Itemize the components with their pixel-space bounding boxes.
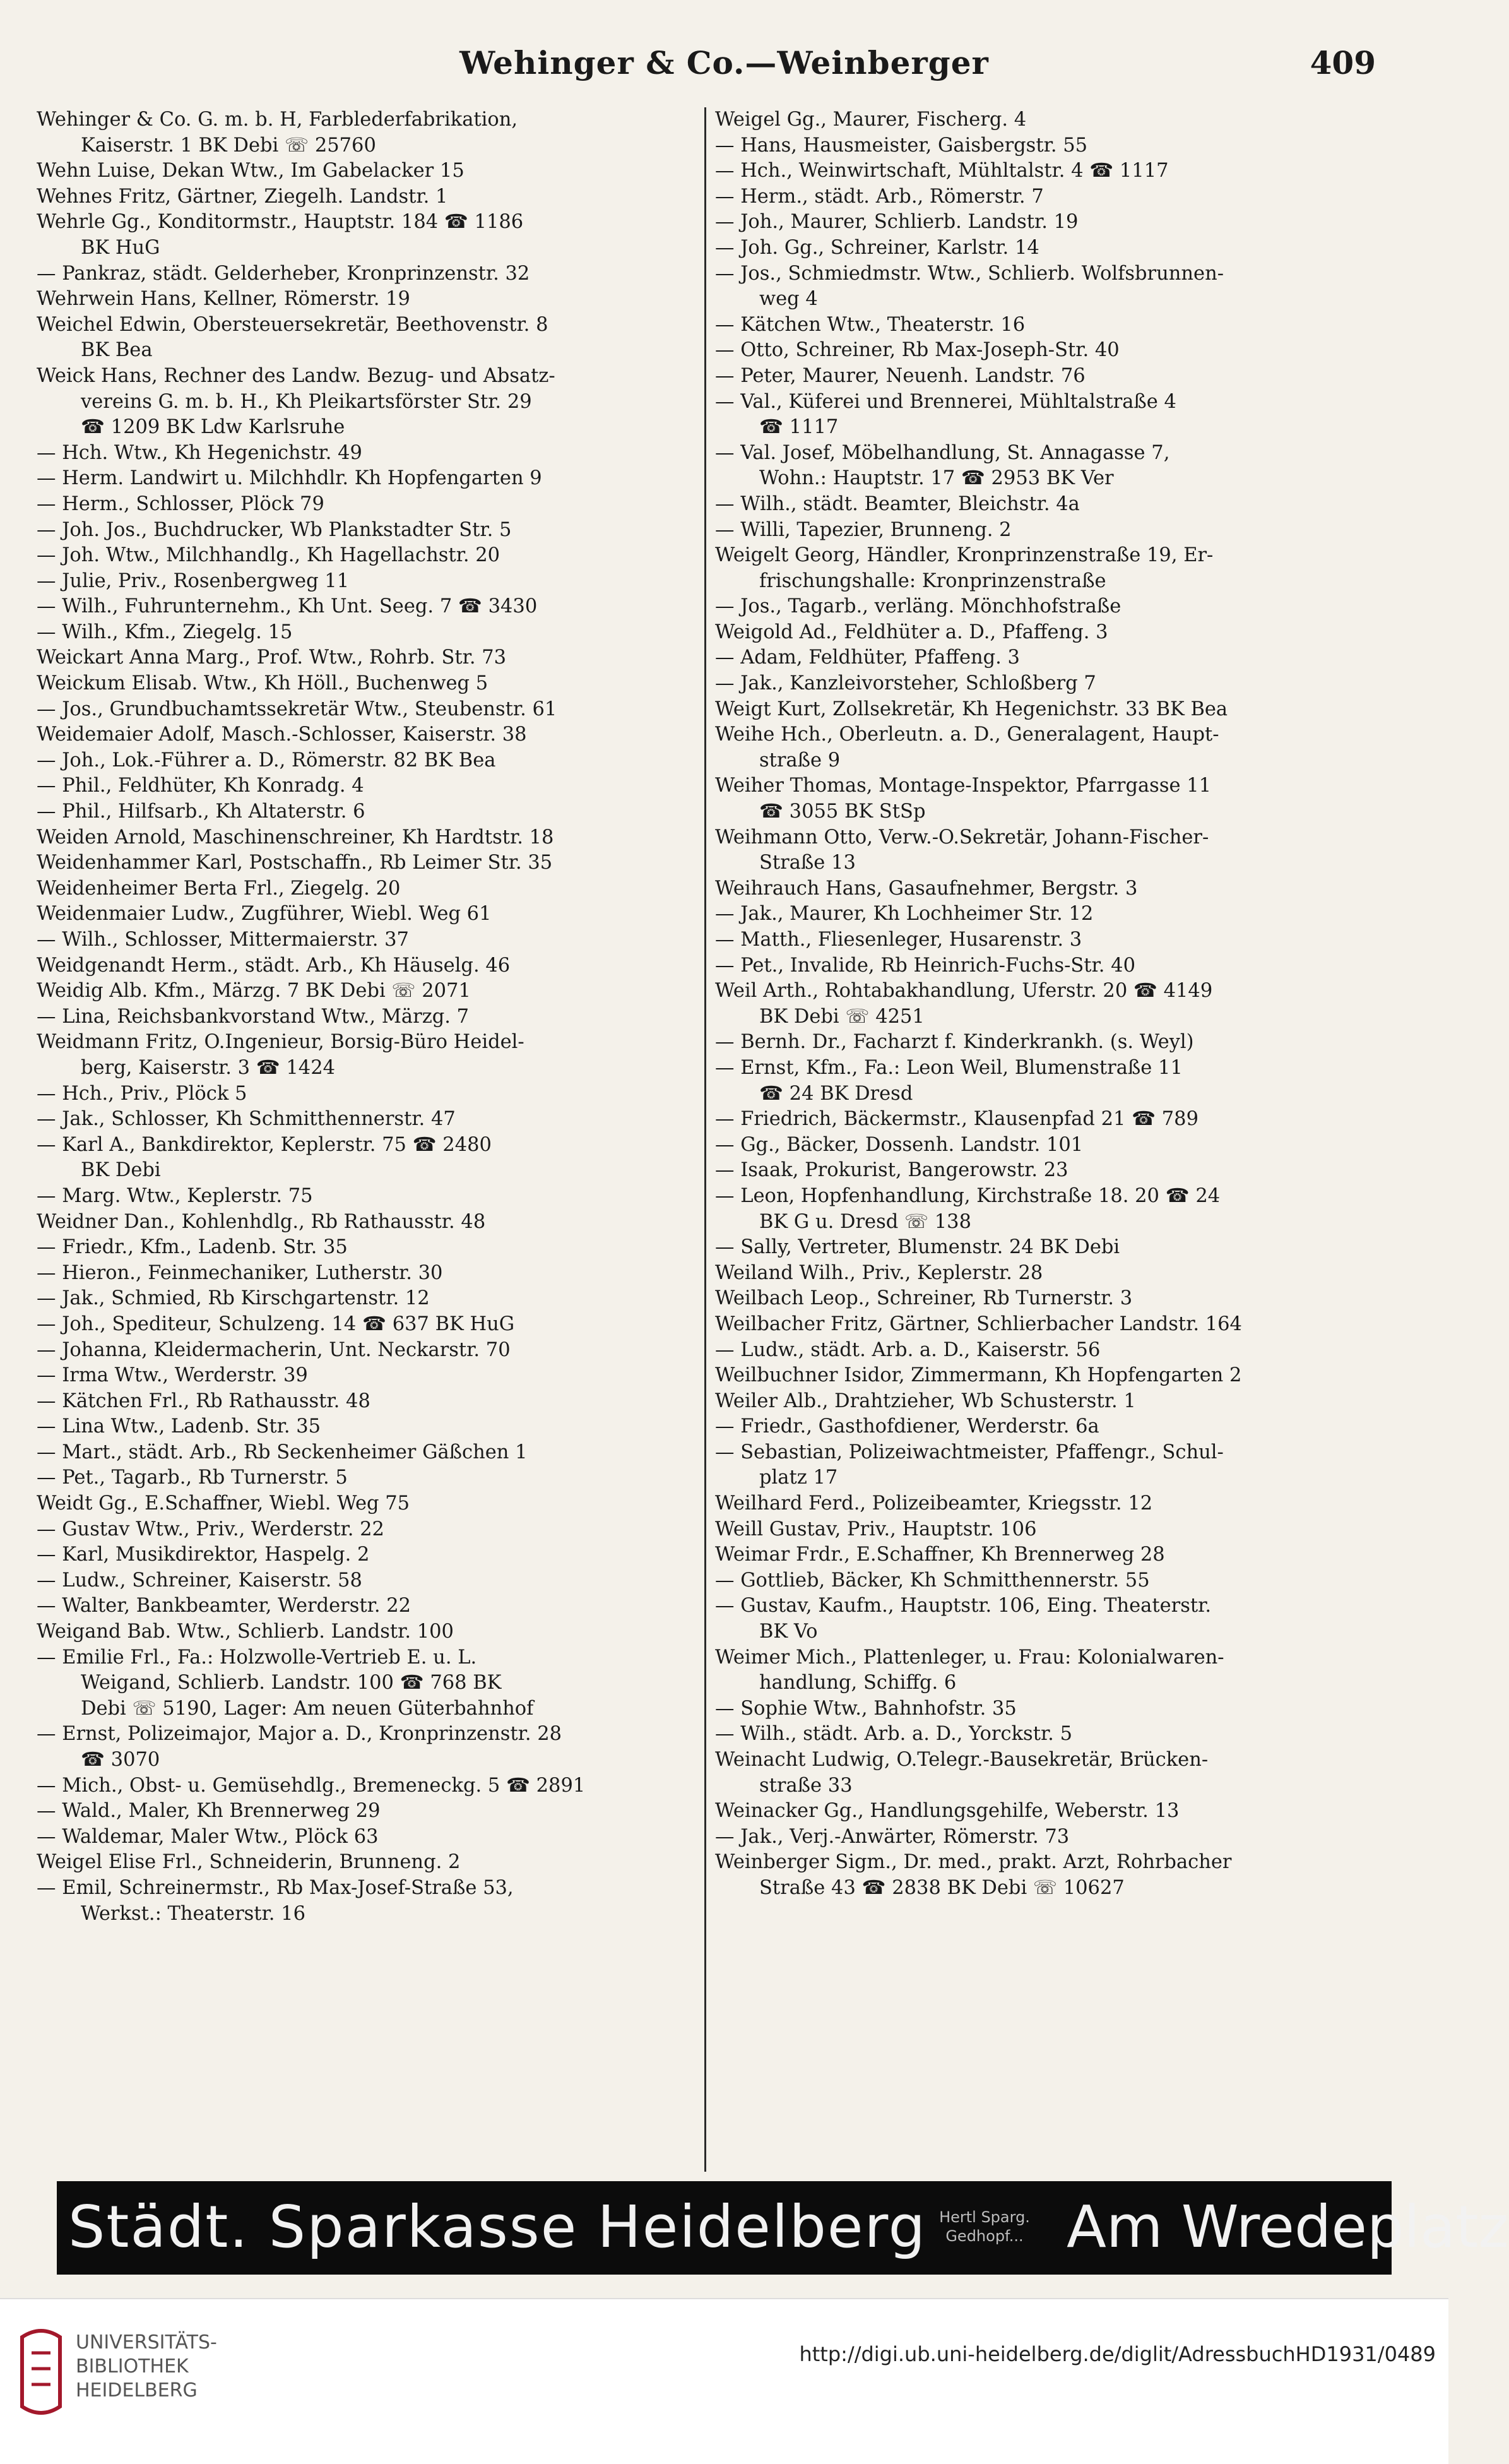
directory-entry-line: ☎ 3070 bbox=[81, 1749, 160, 1771]
directory-entry-line: — Joh. Jos., Buchdrucker, Wb Plankstadter Str. 5 bbox=[37, 518, 512, 541]
ad-main-text: Städt. Sparkasse Heidelberg bbox=[68, 2193, 927, 2261]
directory-entry-line: Weiland Wilh., Priv., Keplerstr. 28 bbox=[715, 1261, 1043, 1284]
directory-entry-line: Weihrauch Hans, Gasaufnehmer, Bergstr. 3 bbox=[715, 877, 1138, 900]
directory-entry-line: frischungshalle: Kronprinzenstraße bbox=[759, 569, 1106, 592]
directory-entry-line: Weihmann Otto, Verw.-O.Sekretär, Johann-Fischer- bbox=[715, 826, 1209, 848]
ad-location-text: Am Wredeplatz bbox=[1067, 2193, 1509, 2261]
directory-entry-line: Wehinger & Co. G. m. b. H, Farblederfabrikation, bbox=[37, 109, 518, 131]
directory-entry-line: — Val., Küferei und Brennerei, Mühltalstraße 4 bbox=[715, 390, 1176, 413]
ad-small-text: Hertl Sparg. Gedhopf... bbox=[939, 2208, 1030, 2245]
library-name-line-1: UNIVERSITÄTS- bbox=[76, 2331, 217, 2354]
directory-entry-line: Debi ☏ 5190, Lager: Am neuen Güterbahnhof bbox=[81, 1697, 534, 1720]
directory-entry-line: Werkst.: Theaterstr. 16 bbox=[81, 1902, 305, 1925]
directory-entry-line: BK HuG bbox=[81, 236, 160, 259]
column-divider bbox=[704, 107, 706, 2172]
library-name bbox=[76, 2331, 217, 2403]
directory-entry-line: Weil Arth., Rohtabakhandlung, Uferstr. 20 ☎ 4149 bbox=[715, 980, 1213, 1003]
directory-entry-line: Straße 43 ☎ 2838 BK Debi ☏ 10627 bbox=[759, 1876, 1125, 1899]
directory-entry-line: — Bernh. Dr., Facharzt f. Kinderkrankh. (s. Weyl) bbox=[715, 1031, 1194, 1054]
directory-entry-line: Weick Hans, Rechner des Landw. Bezug- und Absatz- bbox=[37, 364, 555, 387]
source-url-link[interactable]: http://digi.ub.uni-heidelberg.de/diglit/AdressbuchHD1931/0489 bbox=[799, 2342, 1436, 2366]
directory-entry-line: Weilhard Ferd., Polizeibeamter, Kriegsstr. 12 bbox=[715, 1492, 1153, 1515]
directory-entry-line: Straße 13 bbox=[759, 852, 856, 874]
directory-entry-line: — Friedr., Gasthofdiener, Werderstr. 6a bbox=[715, 1415, 1099, 1438]
directory-entry-line: — Herm. Landwirt u. Milchhdlr. Kh Hopfengarten 9 bbox=[37, 467, 542, 490]
directory-entry-line: — Wilh., Fuhrunternehm., Kh Unt. Seeg. 7 ☎ 3430 bbox=[37, 595, 538, 618]
directory-entry-line: — Willi, Tapezier, Brunneng. 2 bbox=[715, 518, 1012, 541]
directory-entry-line: — Jos., Tagarb., verläng. Mönchhofstraße bbox=[715, 595, 1121, 618]
directory-entry-line: — Ludw., städt. Arb. a. D., Kaiserstr. 56 bbox=[715, 1338, 1101, 1361]
directory-entry-line: — Irma Wtw., Werderstr. 39 bbox=[37, 1364, 308, 1387]
directory-entry-line: BK Bea bbox=[81, 339, 153, 362]
directory-entry-line: — Hch. Wtw., Kh Hegenichstr. 49 bbox=[37, 441, 362, 464]
directory-entry-line: — Peter, Maurer, Neuenh. Landstr. 76 bbox=[715, 364, 1086, 387]
directory-entry-line: — Herm., Schlosser, Plöck 79 bbox=[37, 492, 324, 515]
directory-entry-line: — Leon, Hopfenhandlung, Kirchstraße 18. 20 ☎ 24 bbox=[715, 1184, 1221, 1207]
directory-entry-line: — Lina, Reichsbankvorstand Wtw., Märzg. 7 bbox=[37, 1005, 470, 1028]
directory-entry-line: — Phil., Hilfsarb., Kh Altaterstr. 6 bbox=[37, 801, 365, 823]
directory-entry-line: Weidgenandt Herm., städt. Arb., Kh Häuselg. 46 bbox=[37, 954, 511, 977]
directory-entry-line: Weiler Alb., Drahtzieher, Wb Schusterstr. 1 bbox=[715, 1390, 1136, 1412]
directory-entry-line: Weickart Anna Marg., Prof. Wtw., Rohrb. Str. 73 bbox=[37, 646, 507, 669]
directory-entry-line: Weidig Alb. Kfm., Märzg. 7 BK Debi ☏ 2071 bbox=[37, 980, 471, 1003]
directory-entry-line: Weidenheimer Berta Frl., Ziegelg. 20 bbox=[37, 877, 401, 900]
directory-entry-line: Weilbuchner Isidor, Zimmermann, Kh Hopfengarten 2 bbox=[715, 1364, 1242, 1387]
directory-entry-line: — Sophie Wtw., Bahnhofstr. 35 bbox=[715, 1697, 1017, 1720]
directory-entry-line: Weidner Dan., Kohlenhdlg., Rb Rathausstr. 48 bbox=[37, 1210, 486, 1233]
directory-entry-line: — Kätchen Frl., Rb Rathausstr. 48 bbox=[37, 1390, 370, 1412]
directory-entry-line: — Sally, Vertreter, Blumenstr. 24 BK Debi bbox=[715, 1236, 1120, 1259]
directory-entry-line: Weickum Elisab. Wtw., Kh Höll., Buchenweg 5 bbox=[37, 672, 488, 695]
directory-entry-line: straße 33 bbox=[759, 1774, 853, 1797]
directory-entry-line: Weinacht Ludwig, O.Telegr.-Bausekretär, Brücken- bbox=[715, 1749, 1209, 1771]
directory-entry-line: — Hch., Priv., Plöck 5 bbox=[37, 1082, 247, 1105]
directory-entry-line: berg, Kaiserstr. 3 ☎ 1424 bbox=[81, 1056, 336, 1079]
directory-entry-line: — Lina Wtw., Ladenb. Str. 35 bbox=[37, 1415, 321, 1438]
directory-entry-line: — Wilh., städt. Beamter, Bleichstr. 4a bbox=[715, 492, 1080, 515]
digitization-footer bbox=[0, 2298, 1448, 2464]
directory-entry-line: — Kätchen Wtw., Theaterstr. 16 bbox=[715, 313, 1026, 336]
directory-entry-line: — Phil., Feldhüter, Kh Konradg. 4 bbox=[37, 775, 364, 797]
directory-entry-line: — Hieron., Feinmechaniker, Lutherstr. 30 bbox=[37, 1261, 443, 1284]
directory-entry-line: handlung, Schiffg. 6 bbox=[759, 1672, 957, 1694]
directory-entry-line: — Hch., Weinwirtschaft, Mühltalstr. 4 ☎ 1117 bbox=[715, 160, 1169, 182]
directory-entry-line: Kaiserstr. 1 BK Debi ☏ 25760 bbox=[81, 134, 376, 157]
directory-entry-line: ☎ 1117 bbox=[759, 416, 839, 439]
library-name-line-3: HEIDELBERG bbox=[76, 2379, 198, 2402]
directory-entry-line: — Gustav, Kaufm., Hauptstr. 106, Eing. Theaterstr. bbox=[715, 1595, 1212, 1617]
directory-entry-line: Weidt Gg., E.Schaffner, Wiebl. Weg 75 bbox=[37, 1492, 410, 1515]
directory-entry-line: — Walter, Bankbeamter, Werderstr. 22 bbox=[37, 1595, 411, 1617]
directory-entry-line: — Joh., Lok.-Führer a. D., Römerstr. 82 BK Bea bbox=[37, 749, 496, 771]
directory-entry-line: — Karl, Musikdirektor, Haspelg. 2 bbox=[37, 1544, 370, 1566]
directory-entry-line: — Gg., Bäcker, Dossenh. Landstr. 101 bbox=[715, 1133, 1084, 1156]
directory-entry-line: — Joh., Maurer, Schlierb. Landstr. 19 bbox=[715, 211, 1079, 234]
directory-entry-line: — Isaak, Prokurist, Bangerowstr. 23 bbox=[715, 1159, 1068, 1182]
directory-entry-line: Weiher Thomas, Montage-Inspektor, Pfarrgasse 11 bbox=[715, 775, 1212, 797]
directory-entry-line: BK Debi bbox=[81, 1159, 161, 1182]
right-column bbox=[715, 107, 1384, 2172]
directory-entry-line: — Johanna, Kleidermacherin, Unt. Neckarstr. 70 bbox=[37, 1338, 511, 1361]
running-title: Wehinger & Co.—Weinberger bbox=[459, 44, 989, 81]
directory-entry-line: Weilbacher Fritz, Gärtner, Schlierbacher Landstr. 164 bbox=[715, 1312, 1242, 1335]
directory-entry-line: vereins G. m. b. H., Kh Pleikartsförster Str. 29 bbox=[81, 390, 532, 413]
directory-entry-line: Weichel Edwin, Obersteuersekretär, Beethovenstr. 8 bbox=[37, 313, 548, 336]
directory-entry-line: ☎ 3055 BK StSp bbox=[759, 801, 926, 823]
directory-entry-line: — Gustav Wtw., Priv., Werderstr. 22 bbox=[37, 1518, 384, 1540]
directory-entry-line: — Julie, Priv., Rosenbergweg 11 bbox=[37, 569, 350, 592]
directory-entry-line: Wehn Luise, Dekan Wtw., Im Gabelacker 15 bbox=[37, 160, 465, 182]
directory-entry-line: — Wilh., Schlosser, Mittermaierstr. 37 bbox=[37, 929, 409, 951]
directory-entry-line: — Joh. Wtw., Milchhandlg., Kh Hagellachstr. 20 bbox=[37, 544, 500, 567]
directory-entry-line: Wehrle Gg., Konditormstr., Hauptstr. 184 ☎ 1186 bbox=[37, 211, 524, 234]
directory-entry-line: — Pet., Tagarb., Rb Turnerstr. 5 bbox=[37, 1467, 348, 1489]
directory-entry-line: — Mart., städt. Arb., Rb Seckenheimer Gäßchen 1 bbox=[37, 1441, 528, 1463]
left-column bbox=[37, 107, 693, 2172]
directory-entry-line: Weiden Arnold, Maschinenschreiner, Kh Hardtstr. 18 bbox=[37, 826, 554, 848]
directory-entry-line: — Ernst, Kfm., Fa.: Leon Weil, Blumenstraße 11 bbox=[715, 1056, 1183, 1079]
directory-entry-line: Weidemaier Adolf, Masch.-Schlosser, Kaiserstr. 38 bbox=[37, 723, 527, 746]
directory-entry-line: — Wilh., Kfm., Ziegelg. 15 bbox=[37, 621, 293, 643]
university-library-logo-icon bbox=[16, 2324, 66, 2419]
directory-entry-line: Weigelt Georg, Händler, Kronprinzenstraße 19, Er- bbox=[715, 544, 1214, 567]
directory-entry-line: — Jak., Schmied, Rb Kirschgartenstr. 12 bbox=[37, 1287, 430, 1310]
directory-entry-line: — Joh. Gg., Schreiner, Karlstr. 14 bbox=[715, 236, 1039, 259]
directory-entry-line: — Joh., Spediteur, Schulzeng. 14 ☎ 637 BK HuG bbox=[37, 1312, 515, 1335]
directory-entry-line: Weinacker Gg., Handlungsgehilfe, Weberstr. 13 bbox=[715, 1800, 1180, 1823]
directory-entry-line: — Emilie Frl., Fa.: Holzwolle-Vertrieb E. u. L. bbox=[37, 1646, 477, 1669]
directory-entry-line: — Jak., Schlosser, Kh Schmitthennerstr. 47 bbox=[37, 1108, 456, 1131]
directory-entry-line: — Karl A., Bankdirektor, Keplerstr. 75 ☎ 2480 bbox=[37, 1133, 492, 1156]
directory-entry-line: weg 4 bbox=[759, 288, 818, 311]
directory-entry-line: Weigold Ad., Feldhüter a. D., Pfaffeng. 3 bbox=[715, 621, 1108, 643]
directory-entry-line: — Jak., Maurer, Kh Lochheimer Str. 12 bbox=[715, 903, 1094, 925]
directory-entry-line: — Val. Josef, Möbelhandlung, St. Annagasse 7, bbox=[715, 441, 1170, 464]
directory-entry-line: Weidmann Fritz, O.Ingenieur, Borsig-Büro Heidel- bbox=[37, 1031, 524, 1054]
directory-entry-line: Wehrwein Hans, Kellner, Römerstr. 19 bbox=[37, 288, 410, 311]
directory-entry-line: — Pet., Invalide, Rb Heinrich-Fuchs-Str. 40 bbox=[715, 954, 1135, 977]
directory-entry-line: — Marg. Wtw., Keplerstr. 75 bbox=[37, 1184, 313, 1207]
directory-entry-line: — Ludw., Schreiner, Kaiserstr. 58 bbox=[37, 1569, 362, 1592]
directory-entry-line: Weidenmaier Ludw., Zugführer, Wiebl. Weg 61 bbox=[37, 903, 492, 925]
directory-entry-line: Weidenhammer Karl, Postschaffn., Rb Leimer Str. 35 bbox=[37, 852, 553, 874]
directory-entry-line: Weigand Bab. Wtw., Schlierb. Landstr. 100 bbox=[37, 1621, 454, 1643]
directory-entry-line: Wohn.: Hauptstr. 17 ☎ 2953 BK Ver bbox=[759, 467, 1114, 490]
directory-entry-line: — Pankraz, städt. Gelderheber, Kronprinzenstr. 32 bbox=[37, 262, 530, 285]
library-name-line-2: BIBLIOTHEK bbox=[76, 2355, 189, 2378]
directory-entry-line: Weimar Frdr., E.Schaffner, Kh Brennerweg 28 bbox=[715, 1544, 1165, 1566]
sparkasse-advertisement bbox=[57, 2181, 1509, 2275]
directory-entry-line: — Jos., Grundbuchamtssekretär Wtw., Steubenstr. 61 bbox=[37, 698, 557, 720]
page-number: 409 bbox=[1310, 44, 1376, 81]
directory-entry-line: — Waldemar, Maler Wtw., Plöck 63 bbox=[37, 1825, 379, 1848]
directory-entry-line: — Jos., Schmiedmstr. Wtw., Schlierb. Wolfsbrunnen- bbox=[715, 262, 1224, 285]
directory-entry-line: straße 9 bbox=[759, 749, 841, 771]
directory-entry-line: BK G u. Dresd ☏ 138 bbox=[759, 1210, 971, 1233]
directory-entry-line: Weigand, Schlierb. Landstr. 100 ☎ 768 BK bbox=[81, 1672, 502, 1694]
directory-entry-line: Weigt Kurt, Zollsekretär, Kh Hegenichstr. 33 BK Bea bbox=[715, 698, 1228, 720]
directory-entry-line: — Friedr., Kfm., Ladenb. Str. 35 bbox=[37, 1236, 348, 1259]
directory-columns bbox=[37, 107, 1384, 2172]
directory-entry-line: — Sebastian, Polizeiwachtmeister, Pfaffengr., Schul- bbox=[715, 1441, 1224, 1463]
directory-entry-line: — Otto, Schreiner, Rb Max-Joseph-Str. 40 bbox=[715, 339, 1120, 362]
directory-entry-line: — Adam, Feldhüter, Pfaffeng. 3 bbox=[715, 646, 1020, 669]
directory-entry-line: — Matth., Fliesenleger, Husarenstr. 3 bbox=[715, 929, 1082, 951]
directory-entry-line: — Herm., städt. Arb., Römerstr. 7 bbox=[715, 185, 1044, 208]
directory-entry-line: ☎ 24 BK Dresd bbox=[759, 1082, 913, 1105]
directory-entry-line: Wehnes Fritz, Gärtner, Ziegelh. Landstr. 1 bbox=[37, 185, 448, 208]
page-header bbox=[0, 39, 1448, 96]
directory-entry-line: Weinberger Sigm., Dr. med., prakt. Arzt, Rohrbacher bbox=[715, 1851, 1232, 1874]
directory-entry-line: platz 17 bbox=[759, 1467, 838, 1489]
directory-entry-line: — Wilh., städt. Arb. a. D., Yorckstr. 5 bbox=[715, 1723, 1072, 1746]
directory-entry-line: BK Debi ☏ 4251 bbox=[759, 1005, 925, 1028]
directory-entry-line: Weihe Hch., Oberleutn. a. D., Generalagent, Haupt- bbox=[715, 723, 1219, 746]
directory-entry-line: — Mich., Obst- u. Gemüsehdlg., Bremeneckg. 5 ☎ 2891 bbox=[37, 1774, 586, 1797]
directory-entry-line: — Ernst, Polizeimajor, Major a. D., Kronprinzenstr. 28 bbox=[37, 1723, 562, 1746]
directory-entry-line: Weimer Mich., Plattenleger, u. Frau: Kolonialwaren- bbox=[715, 1646, 1224, 1669]
directory-entry-line: — Jak., Kanzleivorsteher, Schloßberg 7 bbox=[715, 672, 1096, 695]
directory-entry-line: Weilbach Leop., Schreiner, Rb Turnerstr. 3 bbox=[715, 1287, 1133, 1310]
directory-entry-line: — Friedrich, Bäckermstr., Klausenpfad 21 ☎ 789 bbox=[715, 1108, 1198, 1131]
directory-entry-line: — Jak., Verj.-Anwärter, Römerstr. 73 bbox=[715, 1825, 1070, 1848]
directory-entry-line: BK Vo bbox=[759, 1621, 818, 1643]
directory-entry-line: Weill Gustav, Priv., Hauptstr. 106 bbox=[715, 1518, 1037, 1540]
directory-entry-line: — Wald., Maler, Kh Brennerweg 29 bbox=[37, 1800, 381, 1823]
directory-entry-line: — Gottlieb, Bäcker, Kh Schmitthennerstr. 55 bbox=[715, 1569, 1150, 1592]
directory-entry-line: Weigel Gg., Maurer, Fischerg. 4 bbox=[715, 109, 1027, 131]
directory-entry-line: — Emil, Schreinermstr., Rb Max-Josef-Straße 53, bbox=[37, 1876, 514, 1899]
directory-entry-line: ☎ 1209 BK Ldw Karlsruhe bbox=[81, 416, 345, 439]
directory-entry-line: Weigel Elise Frl., Schneiderin, Brunneng. 2 bbox=[37, 1851, 461, 1874]
directory-entry-line: — Hans, Hausmeister, Gaisbergstr. 55 bbox=[715, 134, 1088, 157]
